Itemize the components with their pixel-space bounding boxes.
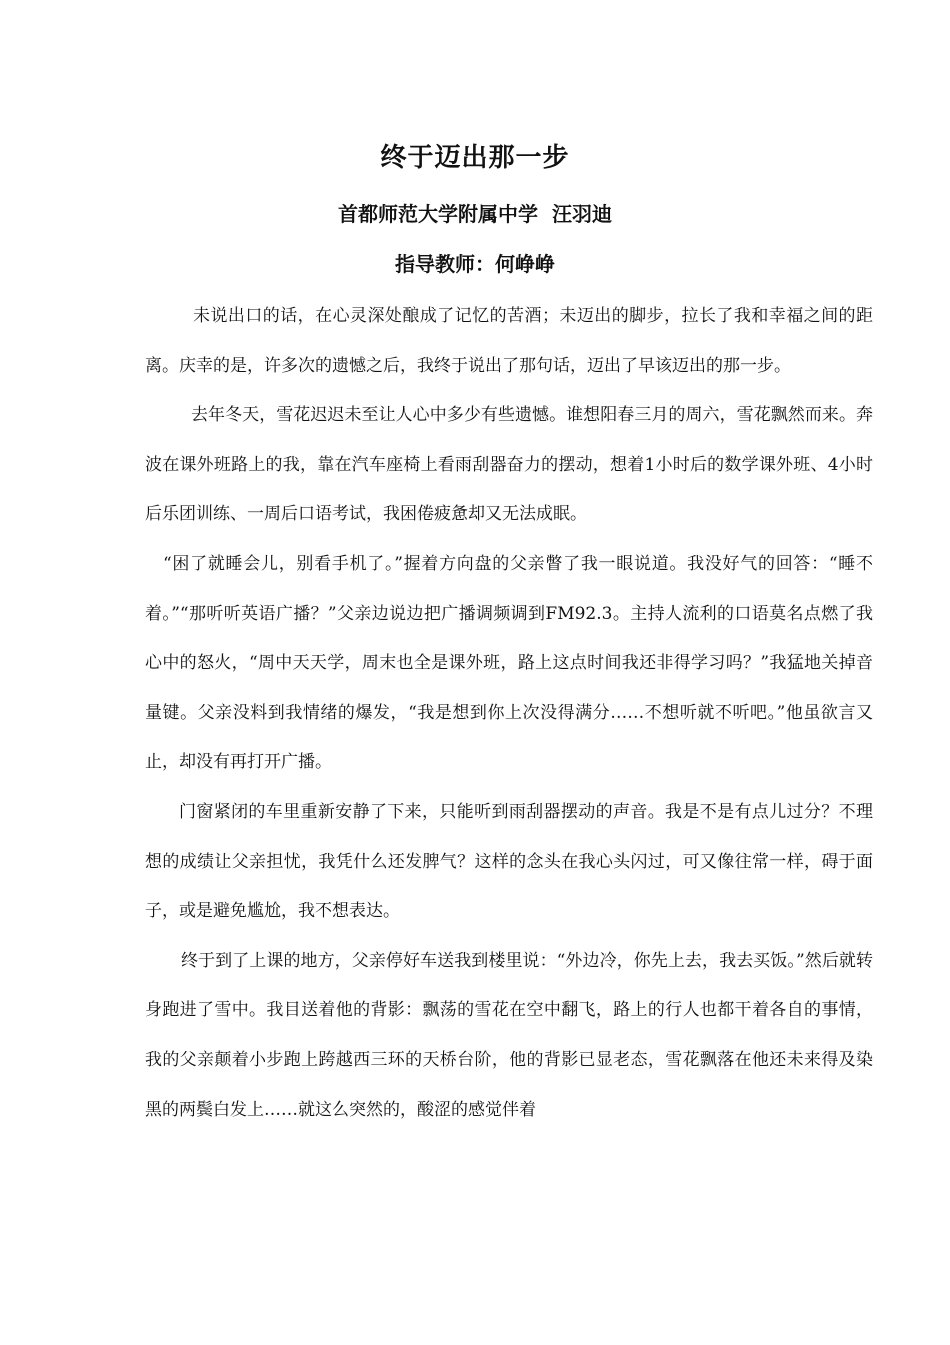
paragraph-2: 去年冬天，雪花迟迟未至让人心中多少有些遗憾。谁想阳春三月的周六，雪花飘然而来。奔波在课外班路上的我，靠在汽车座椅上看雨刮器奋力的摆动，想着1小时后的数学课外班、4小时后乐团训练、一周后口语考试，我困倦疲惫却又无法成眠。 — [145, 405, 873, 525]
essay-body — [145, 292, 873, 1135]
paragraph-1: 未说出口的话，在心灵深处酿成了记忆的苦酒；未迈出的脚步，拉长了我和幸福之间的距离。庆幸的是，许多次的遗憾之后，我终于说出了那句话，迈出了早该迈出的那一步。 — [145, 306, 873, 376]
paragraph-5: 终于到了上课的地方，父亲停好车送我到楼里说：“外边冷，你先上去，我去买饭。”然后就转身跑进了雪中。我目送着他的背影：飘荡的雪花在空中翻飞，路上的行人也都干着各自的事情，我的父亲颠着小步跑上跨越西三环的天桥台阶，他的背影已显老态，雪花飘落在他还未来得及染黑的两鬓白发上……就这么突然的，酸涩的感觉伴着 — [145, 950, 873, 1120]
paragraph-4: 门窗紧闭的车里重新安静了下来，只能听到雨刮器摆动的声音。我是不是有点儿过分？不理想的成绩让父亲担忧，我凭什么还发脾气？这样的念头在我心头闪过，可又像往常一样，碍于面子，或是避免尴尬，我不想表达。 — [145, 801, 873, 922]
author-line: 首都师范大学附属中学 汪羽迪 — [338, 202, 612, 226]
essay-title: 终于迈出那一步 — [380, 143, 570, 173]
teacher-line: 指导教师：何峥峥 — [395, 252, 555, 276]
paragraph-3: “困了就睡会儿，别看手机了。”握着方向盘的父亲瞥了我一眼说道。我没好气的回答：“睡不着。”“那听听英语广播？”父亲边说边把广播调频调到FM92.3。主持人流利的口语莫名点燃了我心中的怒火，“周中天天学，周末也全是课外班，路上这点时间我还非得学习吗？”我猛地关掉音量键。父亲没料到我情绪的爆发，“我是想到你上次没得满分……不想听就不听吧。”他虽欲言又止，却没有再打开广播。 — [145, 553, 873, 773]
